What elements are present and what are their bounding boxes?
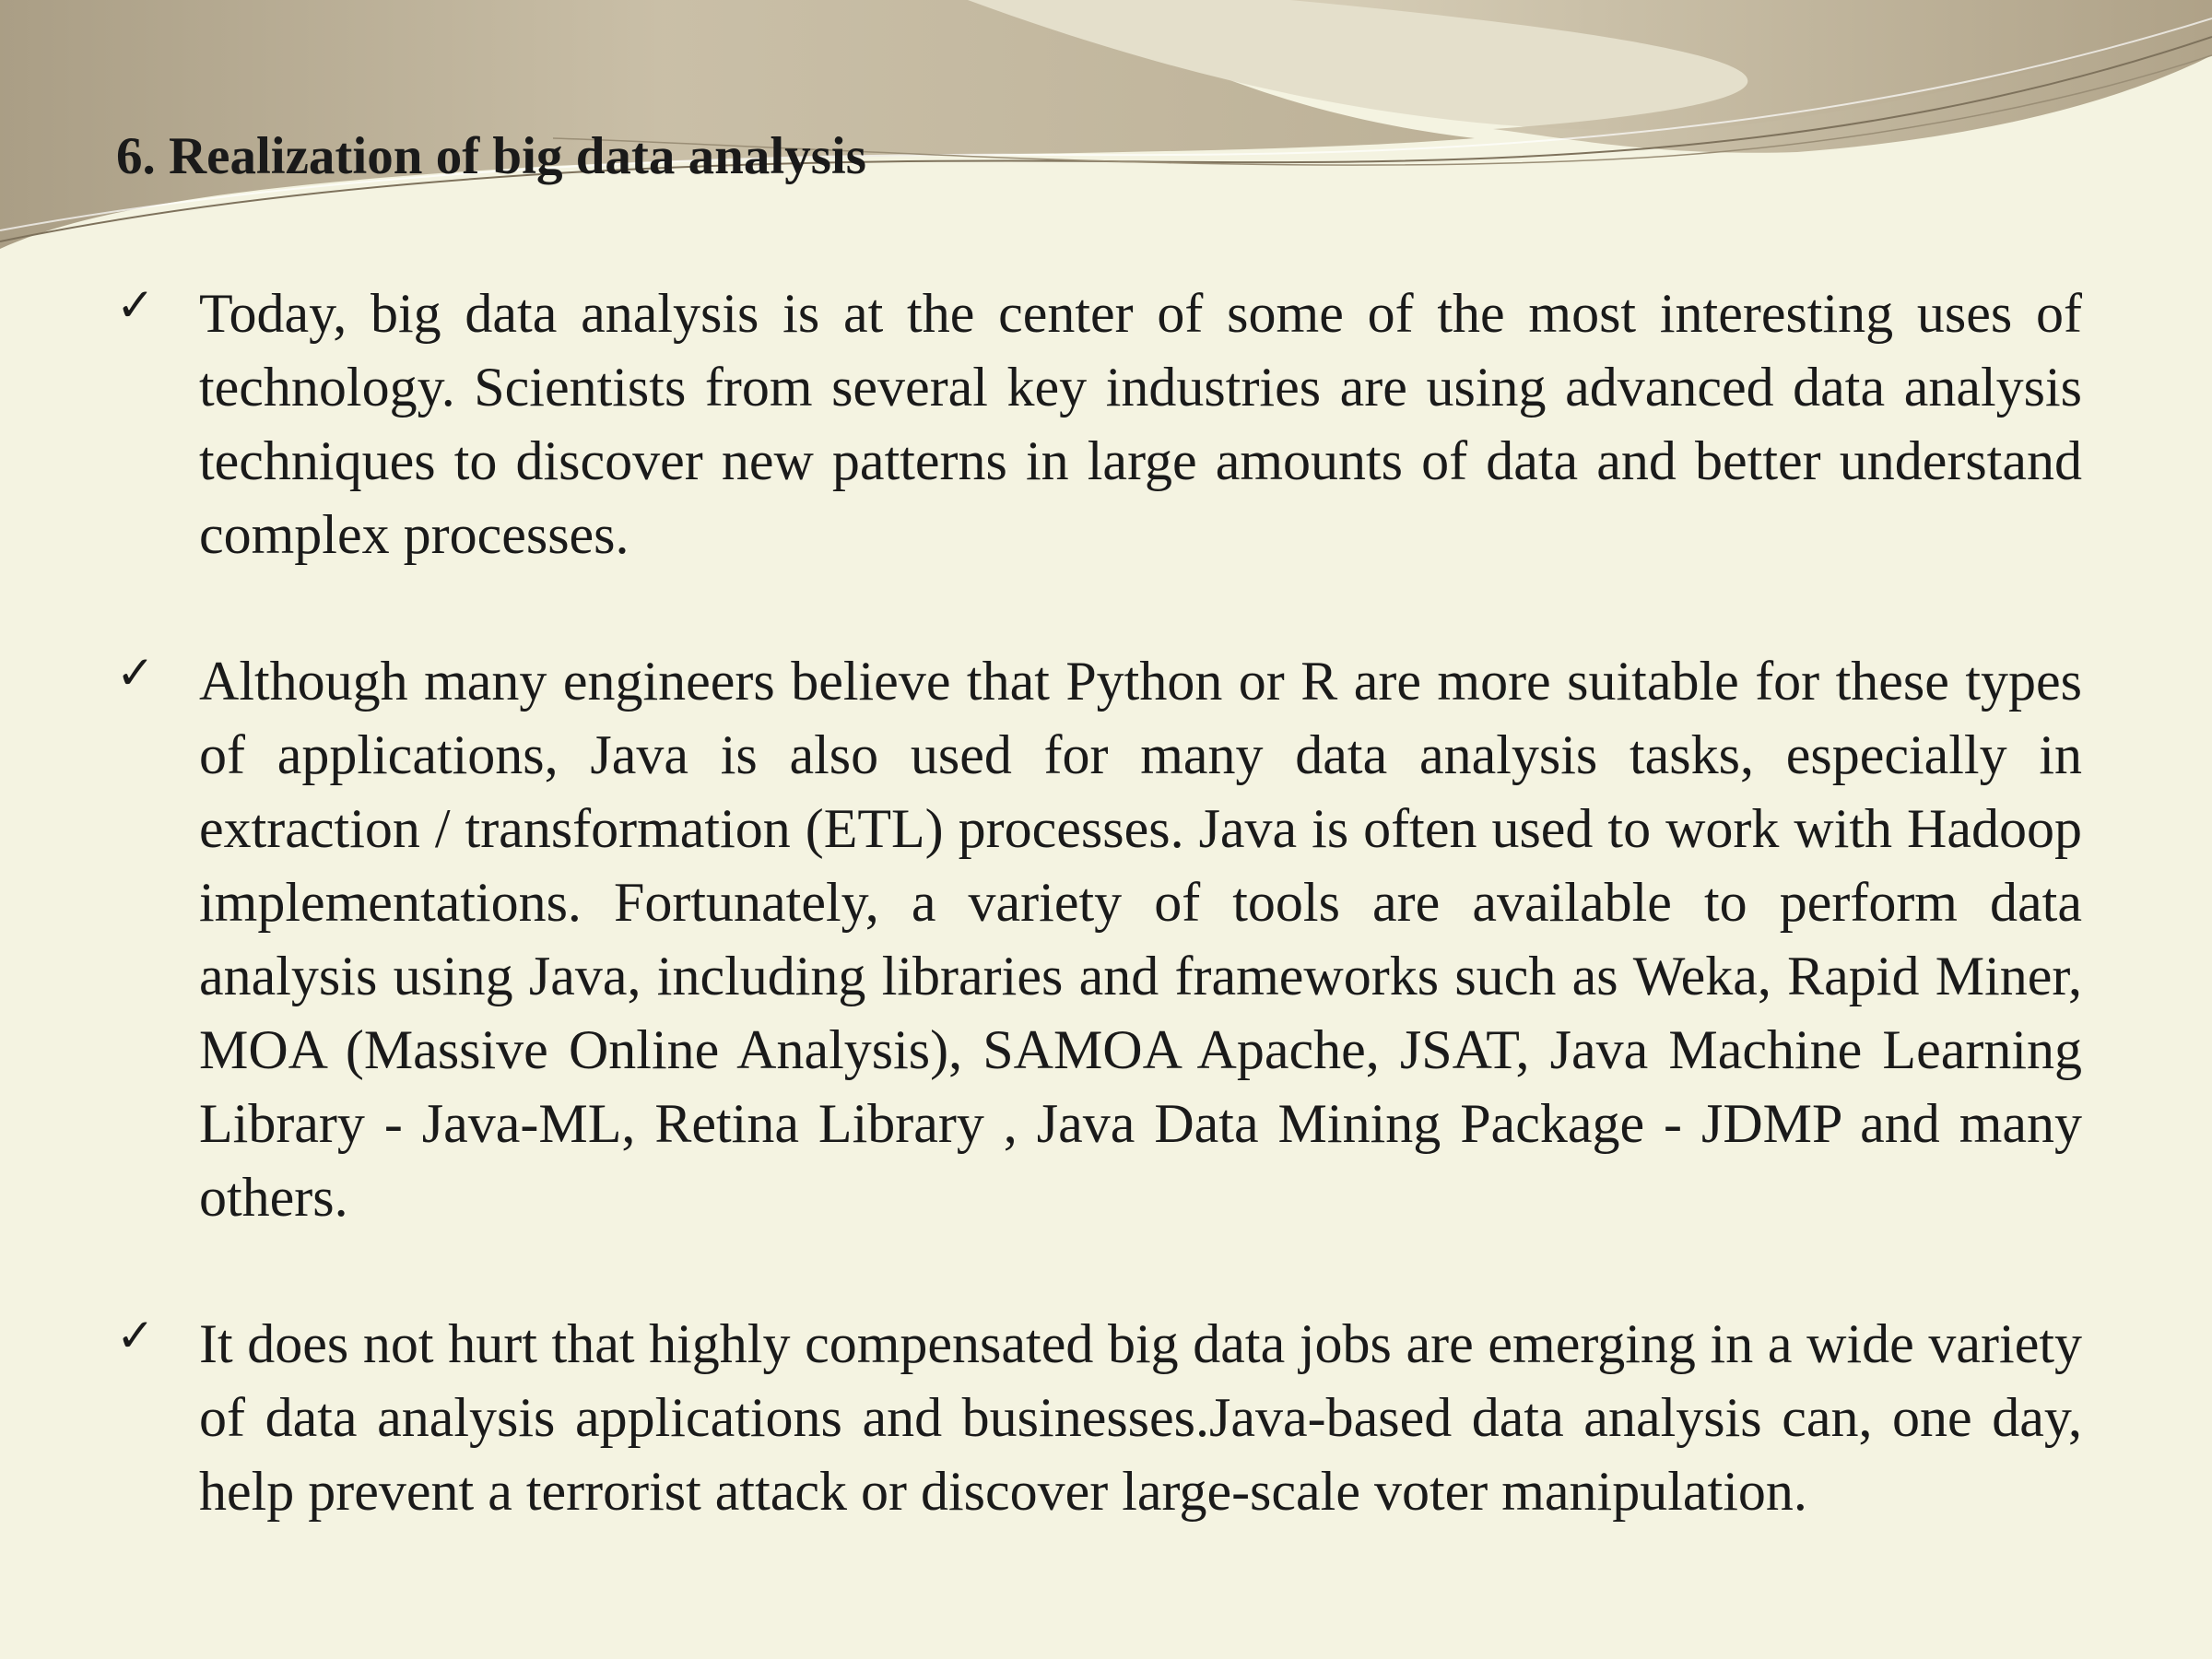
bullet-item xyxy=(116,276,2082,571)
slide-title: 6. Realization of big data analysis xyxy=(116,127,866,185)
bullet-text: It does not hurt that highly compensated big data jobs are emerging in a wide variety of data analysis applications and businesses.Java-based data analysis can, one day, help prevent a terrorist attack or discover large-scale voter manipulation. xyxy=(199,1313,2082,1522)
check-icon: ✓ xyxy=(116,646,155,700)
check-icon: ✓ xyxy=(116,278,155,332)
bullet-item xyxy=(116,1307,2082,1528)
bullet-text: Although many engineers believe that Python or R are more suitable for these types of applications, Java is also used for many data analysis tasks, especially in extraction / transformation (ETL) processes. Java is often used to work with Hadoop implementations. Fortunately, a variety of tools are available to perform data analysis using Java, including libraries and frameworks such as Weka, Rapid Miner, MOA (Massive Online Analysis), SAMOA Apache, JSAT, Java Machine Learning Library - Java-ML, Retina Library , Java Data Mining Package - JDMP and many others. xyxy=(199,651,2082,1228)
bullet-text: Today, big data analysis is at the center of some of the most interesting uses of technology. Scientists from several key industries are using advanced data analysis techniques to discover new patterns in large amounts of data and better understand complex processes. xyxy=(199,283,2082,565)
bullet-item xyxy=(116,644,2082,1234)
check-icon: ✓ xyxy=(116,1309,155,1362)
